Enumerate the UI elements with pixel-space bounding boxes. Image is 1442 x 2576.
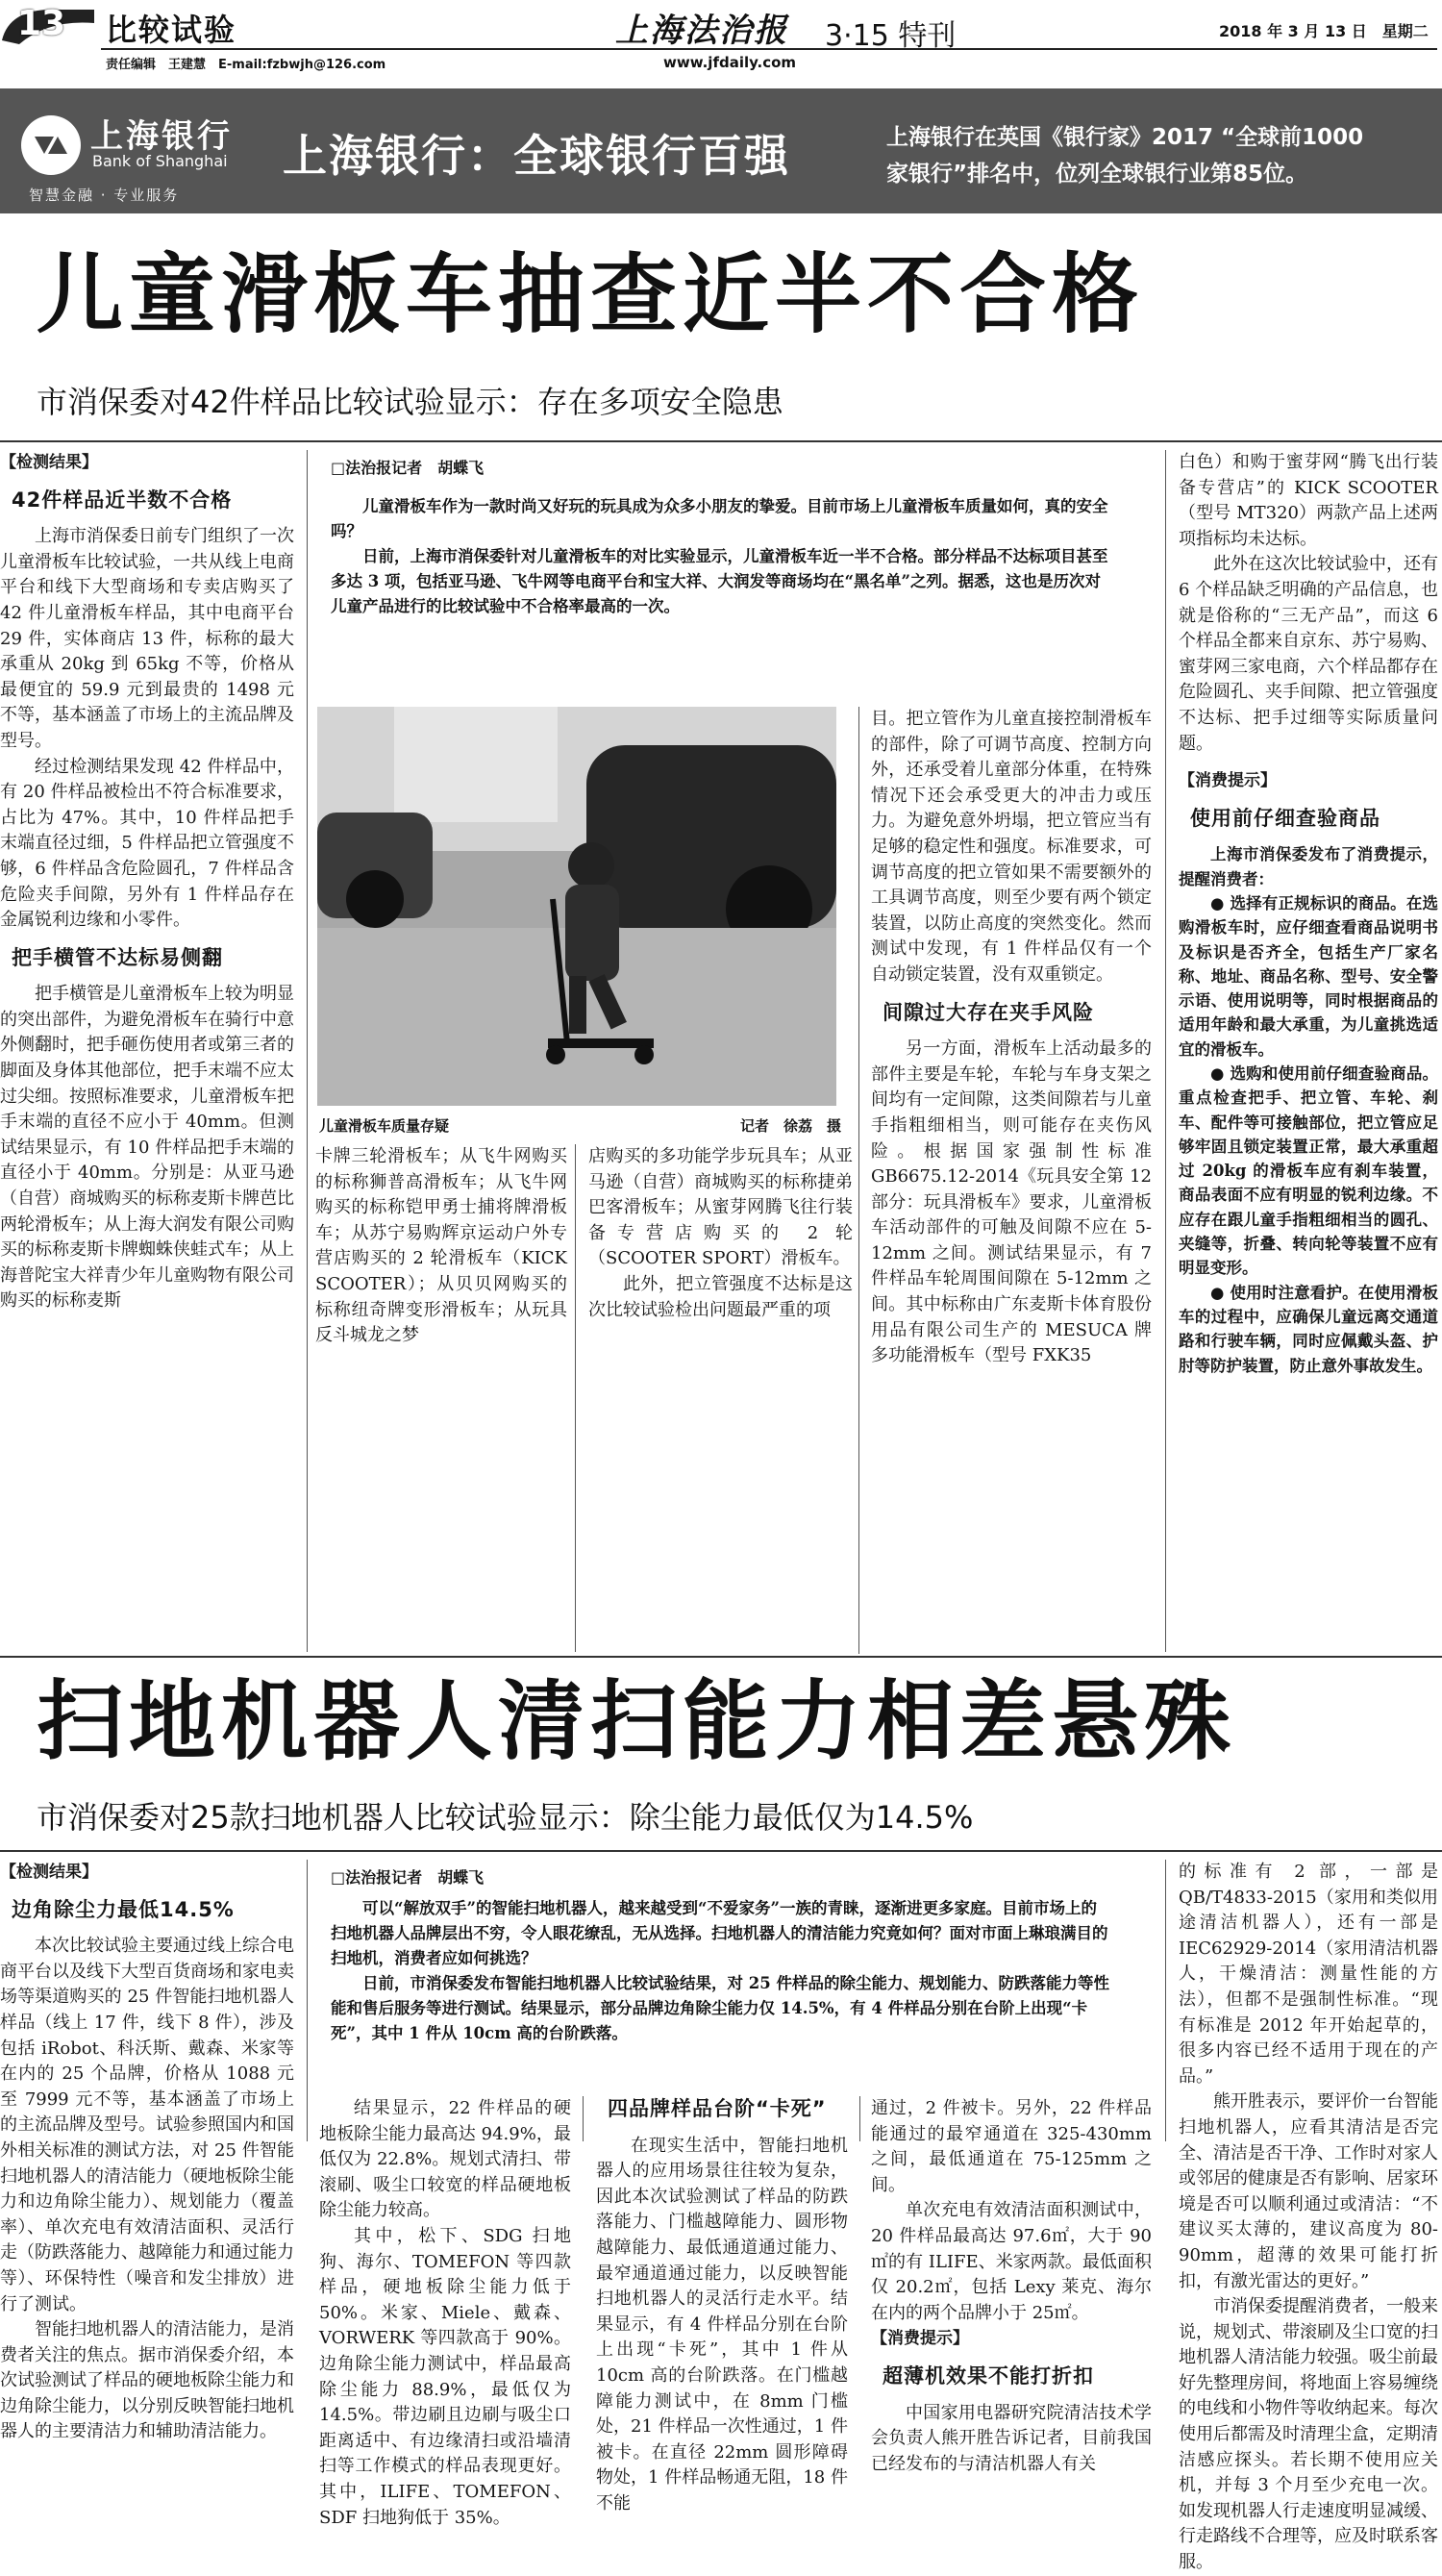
article1-paragraph: 经过检测结果发现 42 件样品中，有 20 件样品被检出不符合标准要求，占比为 47%。其中，10 件样品把手末端直径过细，5 件样品把立管强度不够，6 件样品含危险圆孔，7 件样品含危险夹手间隙，另外有 1 件样品存在金属锐利边缘和小零件。 bbox=[0, 756, 294, 931]
article2-paragraph: 智能扫地机器人的清洁能力，是消费者关注的焦点。据市消保委介绍，本次试验测试了样品的硬地板除尘能力和边角除尘能力，以分别反映智能扫地机器人的主要清洁力和辅助清洁能力。 bbox=[0, 2319, 294, 2442]
ad-headline: 上海银行：全球银行百强 bbox=[283, 130, 790, 182]
article1-intro-p2: 日前，上海市消保委针对儿童滑板车的对比实验显示，儿童滑板车近一半不合格。部分样品不达标项目甚至多达 3 项，包括亚马逊、飞牛网等电商平台和宝大祥、大润发等商场均在“黑名单”之列。据悉，这也是历次对儿童产品进行的比较试验中不合格率最高的一次。 bbox=[331, 547, 1108, 615]
article2-headline: 扫地机器人清扫能力相差悬殊 bbox=[37, 1671, 1236, 1772]
scooter-photo bbox=[317, 707, 836, 1106]
bank-ad-banner bbox=[0, 88, 1442, 213]
bank-slogan: 智慧金融 · 专业服务 bbox=[29, 187, 180, 204]
article1-intro-p1: 儿童滑板车作为一款时尚又好玩的玩具成为众多小朋友的挚爱。目前市场上儿童滑板车质量如何，真的安全吗？ bbox=[331, 497, 1108, 540]
article1-column-5 bbox=[1179, 450, 1438, 1654]
article1-paragraph: 另一方面，滑板车上活动最多的部件主要是车轮，车轮与车身支架之间均有一定间隙，这类间隙若与儿童手指粗细相当，则可能存在夹伤风险。根据国家强制性标准 GB6675.12-2014《玩具安全第 12 部分：玩具滑板车》要求，儿童滑板车活动部件的可触及间隙不应在 5-12mm 之间。测试结果显示，有 7 件样品车轮周围间隙在 5-12mm 之间。其中标称由广东麦斯卡体育股份用品有限公司生产的 MESUCA 牌多功能滑板车（型号 FXK35 bbox=[871, 1038, 1152, 1366]
article1-subheading-2: 把手横管不达标易侧翻 bbox=[12, 945, 223, 969]
article1-tag-results: 【检测结果】 bbox=[0, 453, 98, 472]
article2-tag-results: 【检测结果】 bbox=[0, 1863, 98, 1882]
article1-headline: 儿童滑板车抽查近半不合格 bbox=[37, 244, 1144, 345]
article2-paragraph: 在现实生活中，智能扫地机器人的应用场景往往较为复杂，因此本次试验测试了样品的防跌落能力、门槛越障能力、圆形物越障能力、最低通道通过能力、最窄通道通过能力，以反映智能扫地机器人的灵活行走水平。结果显示，有 4 件样品分别在台阶上出现“卡死”，其中 1 件从 10cm 高的台阶跌落。在门槛越障能力测试中，在 8mm 门槛处，21 件样品一次性通过，1 件被卡。在直径 22mm 圆形障碍物处，1 件样品畅通无阻，18 件不能 bbox=[596, 2135, 848, 2513]
article2-paragraph: 通过，2 件被卡。另外，22 件样品能通过的最窄通道在 325-430mm 之间，最低通道在 75-125mm 之间。 bbox=[871, 2098, 1152, 2195]
article1-tip-1: ● 选择有正规标识的商品。在选购滑板车时，应仔细查看商品说明书及标识是否齐全，包括生产厂家名称、地址、商品名称、型号、安全警示语、使用说明等，同时根据商品的适用年龄和最大承重，为儿童挑选适宜的滑板车。 bbox=[1179, 893, 1438, 1059]
article1-subheading-3: 间隙过大存在夹手风险 bbox=[883, 1000, 1094, 1024]
article2-paragraph: 市消保委提醒消费者，一般来说，规划式、带滚刷及尘口宽的扫地机器人清洁能力较强。吸尘前最好先整理房间，将地面上容易缠绕的电线和小物件等收纳起来。每次使用后都需及时清理尘盒，定期清洁感应探头。若长期不使用应关机，并每 3 个月至少充电一次。如发现机器人行走速度明显减缓、行走路线不合理等，应及时联系客服。 bbox=[1179, 2296, 1438, 2573]
article1-column-3 bbox=[588, 1144, 853, 1654]
bank-name-en: Bank of Shanghai bbox=[92, 152, 228, 170]
article2-byline: □法治报记者 胡蝶飞 bbox=[331, 1868, 485, 1887]
article1-paragraph: 此外在这次比较试验中，还有 6 个样品缺乏明确的产品信息，也就是俗称的“三无产品”，而这 6 个样品全都来自京东、苏宁易购、蜜芽网三家电商，六个样品都存在危险圆孔、夹手间隙、把立管强度不达标、把手过细等实际质量问题。 bbox=[1179, 554, 1438, 754]
article2-column-3 bbox=[596, 2096, 848, 2513]
article1-paragraph: 上海市消保委日前专门组织了一次儿童滑板车比较试验，一共从线上电商平台和线下大型商场和专卖店购买了 42 件儿童滑板车样品，其中电商平台 29 件，实体商店 13 件，标称的最大承重从 20kg 到 65kg 不等，价格从最便宜的 59.9 元到最贵的 1498 元不等，基本涵盖了市场上的主流品牌及型号。 bbox=[0, 526, 294, 751]
article1-subheading-4: 使用前仔细查验商品 bbox=[1190, 806, 1380, 830]
ad-text-line2: 家银行”排名中，位列全球银行业第85位。 bbox=[886, 162, 1308, 187]
article2-paragraph: 熊开胜表示，要评价一台智能扫地机器人，应看其清洁是否完全、清洁是否干净、工作时对家人或邻居的健康是否有影响、居家环境是否可以顺利通过或清洁：“不建议买太薄的，建议高度为 80-90mm，超薄的效果可能打折扣，有激光雷达的更好。” bbox=[1179, 2091, 1438, 2291]
article2-intro-p1: 可以“解放双手”的智能扫地机器人，越来越受到“不爱家务”一族的青睐，逐渐进更多家庭。目前市场上的扫地机器人品牌层出不穷，令人眼花缭乱，无从选择。扫地机器人的清洁能力究竟如何？面对市面上琳琅满目的扫地机，消费者应如何挑选？ bbox=[331, 1899, 1108, 1967]
article1-paragraph: 店购买的多功能学步玩具车；从亚马逊（自营）商城购买的标称捷弟巴客滑板车；从蜜芽网腾飞往行装备专营店购买的 2 轮（SCOOTER SPORT）滑板车。 bbox=[588, 1146, 853, 1269]
article2-subhead: 市消保委对25款扫地机器人比较试验显示：除尘能力最低仅为14.5% bbox=[37, 1799, 974, 1836]
page-number-badge bbox=[0, 2, 96, 44]
article2-paragraph: 结果显示，22 件样品的硬地板除尘能力最高达 94.9%，最低仅为 22.8%。规划式清扫、带滚刷、吸尘口较宽的样品硬地板除尘能力较高。 bbox=[319, 2098, 571, 2221]
website: www.jfdaily.com bbox=[663, 54, 797, 71]
ad-text-line1: 上海银行在英国《银行家》2017 “全球前1000 bbox=[886, 125, 1364, 150]
article2-intro-p2: 日前，市消保委发布智能扫地机器人比较试验结果，对 25 件样品的除尘能力、规划能力、防跌落能力等性能和售后服务等进行测试。结果显示，部分品牌边角除尘能力仅 14.5%，有 4 件样品分别在台阶上出现“卡死”，其中 1 件从 10cm 高的台阶跌落。 bbox=[331, 1974, 1109, 2042]
article2-column-1 bbox=[0, 1860, 294, 2442]
article2-intro bbox=[331, 1896, 1111, 2040]
article2-column-2 bbox=[319, 2096, 571, 2528]
article1-paragraph: 目。把立管作为儿童直接控制滑板车的部件，除了可调节高度、控制方向外，还承受着儿童部分体重，在特殊情况下还会承受更大的冲击力或压力。为避免意外坍塌，把立管应当有足够的稳定性和强度。标准要求，可调节高度的把立管如果不需要额外的工具调节高度，则至少要有两个锁定装置，以防止高度的突然变化。然而测试中发现，有 1 件样品仅有一个自动锁定装置，没有双重锁定。 bbox=[871, 709, 1152, 985]
page-number: 13 bbox=[17, 4, 66, 43]
article1-paragraph: 把手横管是儿童滑板车上较为明显的突出部件，为避免滑板车在骑行中意外侧翻时，把手砸伤使用者或第三者的脚面及身体其他部位，把手末端不应太过尖细。按照标准要求，儿童滑板车把手末端的直径不应小于 40mm。但测试结果显示，有 10 件样品把手末端的直径小于 40mm。分别是：从亚马逊（自营）商城购买的标称麦斯卡牌芭比两轮滑板车；从上海大润发有限公司购买的标称麦斯卡牌蜘蛛侠蛙式车；从上海普陀宝大祥青少年儿童购物有限公司购买的标称麦斯 bbox=[0, 984, 294, 1312]
article1-paragraph: 白色）和购于蜜芽网“腾飞出行装备专营店”的 KICK SCOOTER（型号 MT320）两款产品上述两项指标均未达标。 bbox=[1179, 452, 1438, 549]
article2-subheading-3: 超薄机效果不能打折扣 bbox=[883, 2363, 1094, 2388]
issue-date: 2018 年 3 月 13 日 星期二 bbox=[1219, 22, 1429, 40]
article2-subheading-1: 边角除尘力最低14.5% bbox=[12, 1897, 235, 1921]
bank-name: 上海银行 bbox=[90, 117, 233, 156]
article1-tag-tips: 【消费提示】 bbox=[1179, 771, 1277, 791]
article1-paragraph: 卡牌三轮滑板车；从飞牛网购买的标称狮普高滑板车；从飞牛网购买的标称铠甲勇士捕将牌滑板车；从苏宁易购辉京运动户外专营店购买的 2 轮滑板车（KICK SCOOTER）；从贝贝网购买的标称纽奇牌变形滑板车；从玩具反斗城龙之梦 bbox=[315, 1146, 567, 1346]
article1-paragraph: 此外，把立管强度不达标是这次比较试验检出问题最严重的项 bbox=[588, 1273, 853, 1320]
article1-byline: □法治报记者 胡蝶飞 bbox=[331, 459, 485, 477]
paper-name: 上海法治报 bbox=[615, 12, 788, 50]
article1-subhead: 市消保委对42件样品比较试验显示：存在多项安全隐患 bbox=[37, 384, 783, 420]
article1-intro bbox=[331, 494, 1111, 619]
article2-column-5 bbox=[1179, 1860, 1438, 2573]
article2-subheading-2: 四品牌样品台阶“卡死” bbox=[608, 2097, 827, 2120]
article2-paragraph: 单次充电有效清洁面积测试中，20 件样品最高达 97.6㎡，大于 90㎡的有 ILIFE、米家两款。最低面积仅 20.2㎡，包括 Lexy 莱克、海尔在内的两个品牌小于 25㎡。 bbox=[871, 2200, 1152, 2323]
article2-paragraph: 其中，松下、SDG 扫地狗、海尔、TOMEFON 等四款样品，硬地板除尘能力低于 50%。米家、Miele、戴森、VORWERK 等四款高于 90%。边角除尘能力测试中，样品最高除尘能力 88.9%，最低仅为 14.5%。带边刷且边刷与吸尘口距离适中、有边缘清扫或沿墙清扫等工作模式的样品表现更好。其中，ILIFE、TOMEFON、SDF 扫地狗低于 35%。 bbox=[319, 2225, 571, 2528]
child-on-scooter-photo-icon bbox=[317, 707, 836, 1106]
article1-column-4 bbox=[871, 707, 1152, 1654]
bank-logo-icon bbox=[21, 115, 81, 175]
bank-logo-mark-icon bbox=[21, 115, 81, 175]
article2-paragraph: 本次比较试验主要通过线上综合电商平台以及线下大型百货商场和家电卖场等渠道购买的 25 件智能扫地机器人样品（线上 17 件，线下 8 件），涉及包括 iRobot、科沃斯、戴森、米家等在内的 25 个品牌，价格从 1088 元至 7999 元不等，基本涵盖了市场上的主流品牌及型号。试验参照国内和国外相关标准的测试方法，对 25 件智能扫地机器人的清洁能力（硬地板除尘能力和边角除尘能力）、规划能力（覆盖率）、单次充电有效清洁面积、灵活行走（防跌落能力、越障能力和通过能力等）、环保特性（噪音和发尘排放）进行了测试。 bbox=[0, 1936, 294, 2314]
article1-tip-intro: 上海市消保委发布了消费提示，提醒消费者： bbox=[1179, 845, 1438, 888]
article2-paragraph: 的标准有 2 部，一部是 QB/T4833-2015（家用和类似用途清洁机器人），还有一部是 IEC62929-2014（家用清洁机器人，干燥清洁：测量性能的方法），但都不是强制性标准。“现有标准是 2012 年开始起草的，很多内容已经不适用于现在的产品。” bbox=[1179, 1862, 1438, 2087]
article2-paragraph: 中国家用电器研究院清洁技术学会负责人熊开胜告诉记者，目前我国已经发布的与清洁机器人有关 bbox=[871, 2402, 1152, 2474]
article2-column-4 bbox=[871, 2096, 1152, 2474]
article2-tag-tips: 【消费提示】 bbox=[871, 2329, 969, 2349]
photo-credit: 记者 徐荔 摄 bbox=[740, 1117, 842, 1135]
special-issue: 3·15 特刊 bbox=[825, 19, 957, 53]
article1-subheading-1: 42件样品近半数不合格 bbox=[12, 488, 233, 512]
article1-column-2 bbox=[315, 1144, 567, 1654]
article1-column-1 bbox=[0, 450, 294, 1650]
article1-tip-2: ● 选购和使用前仔细查验商品。重点检查把手、把立管、车轮、刹车、配件等可接触部位，把立管应足够牢固且锁定装置正常，最大承重超过 20kg 的滑板车应有刹车装置，商品表面不应有明显的锐利边缘。不应存在跟儿童手指粗细相当的圆孔、夹缝等，折叠、转向轮等装置不应有明显变形。 bbox=[1179, 1063, 1438, 1278]
section-title: 比较试验 bbox=[106, 12, 237, 48]
article1-tip-3: ● 使用时注意看护。在使用滑板车的过程中，应确保儿童远离交通道路和行驶车辆，同时应佩戴头盔、护肘等防护装置，防止意外事故发生。 bbox=[1179, 1283, 1438, 1375]
editor-line: 责任编辑 王建慧 E-mail:fzbwjh@126.com bbox=[106, 58, 386, 72]
photo-caption: 儿童滑板车质量存疑 bbox=[319, 1117, 450, 1135]
